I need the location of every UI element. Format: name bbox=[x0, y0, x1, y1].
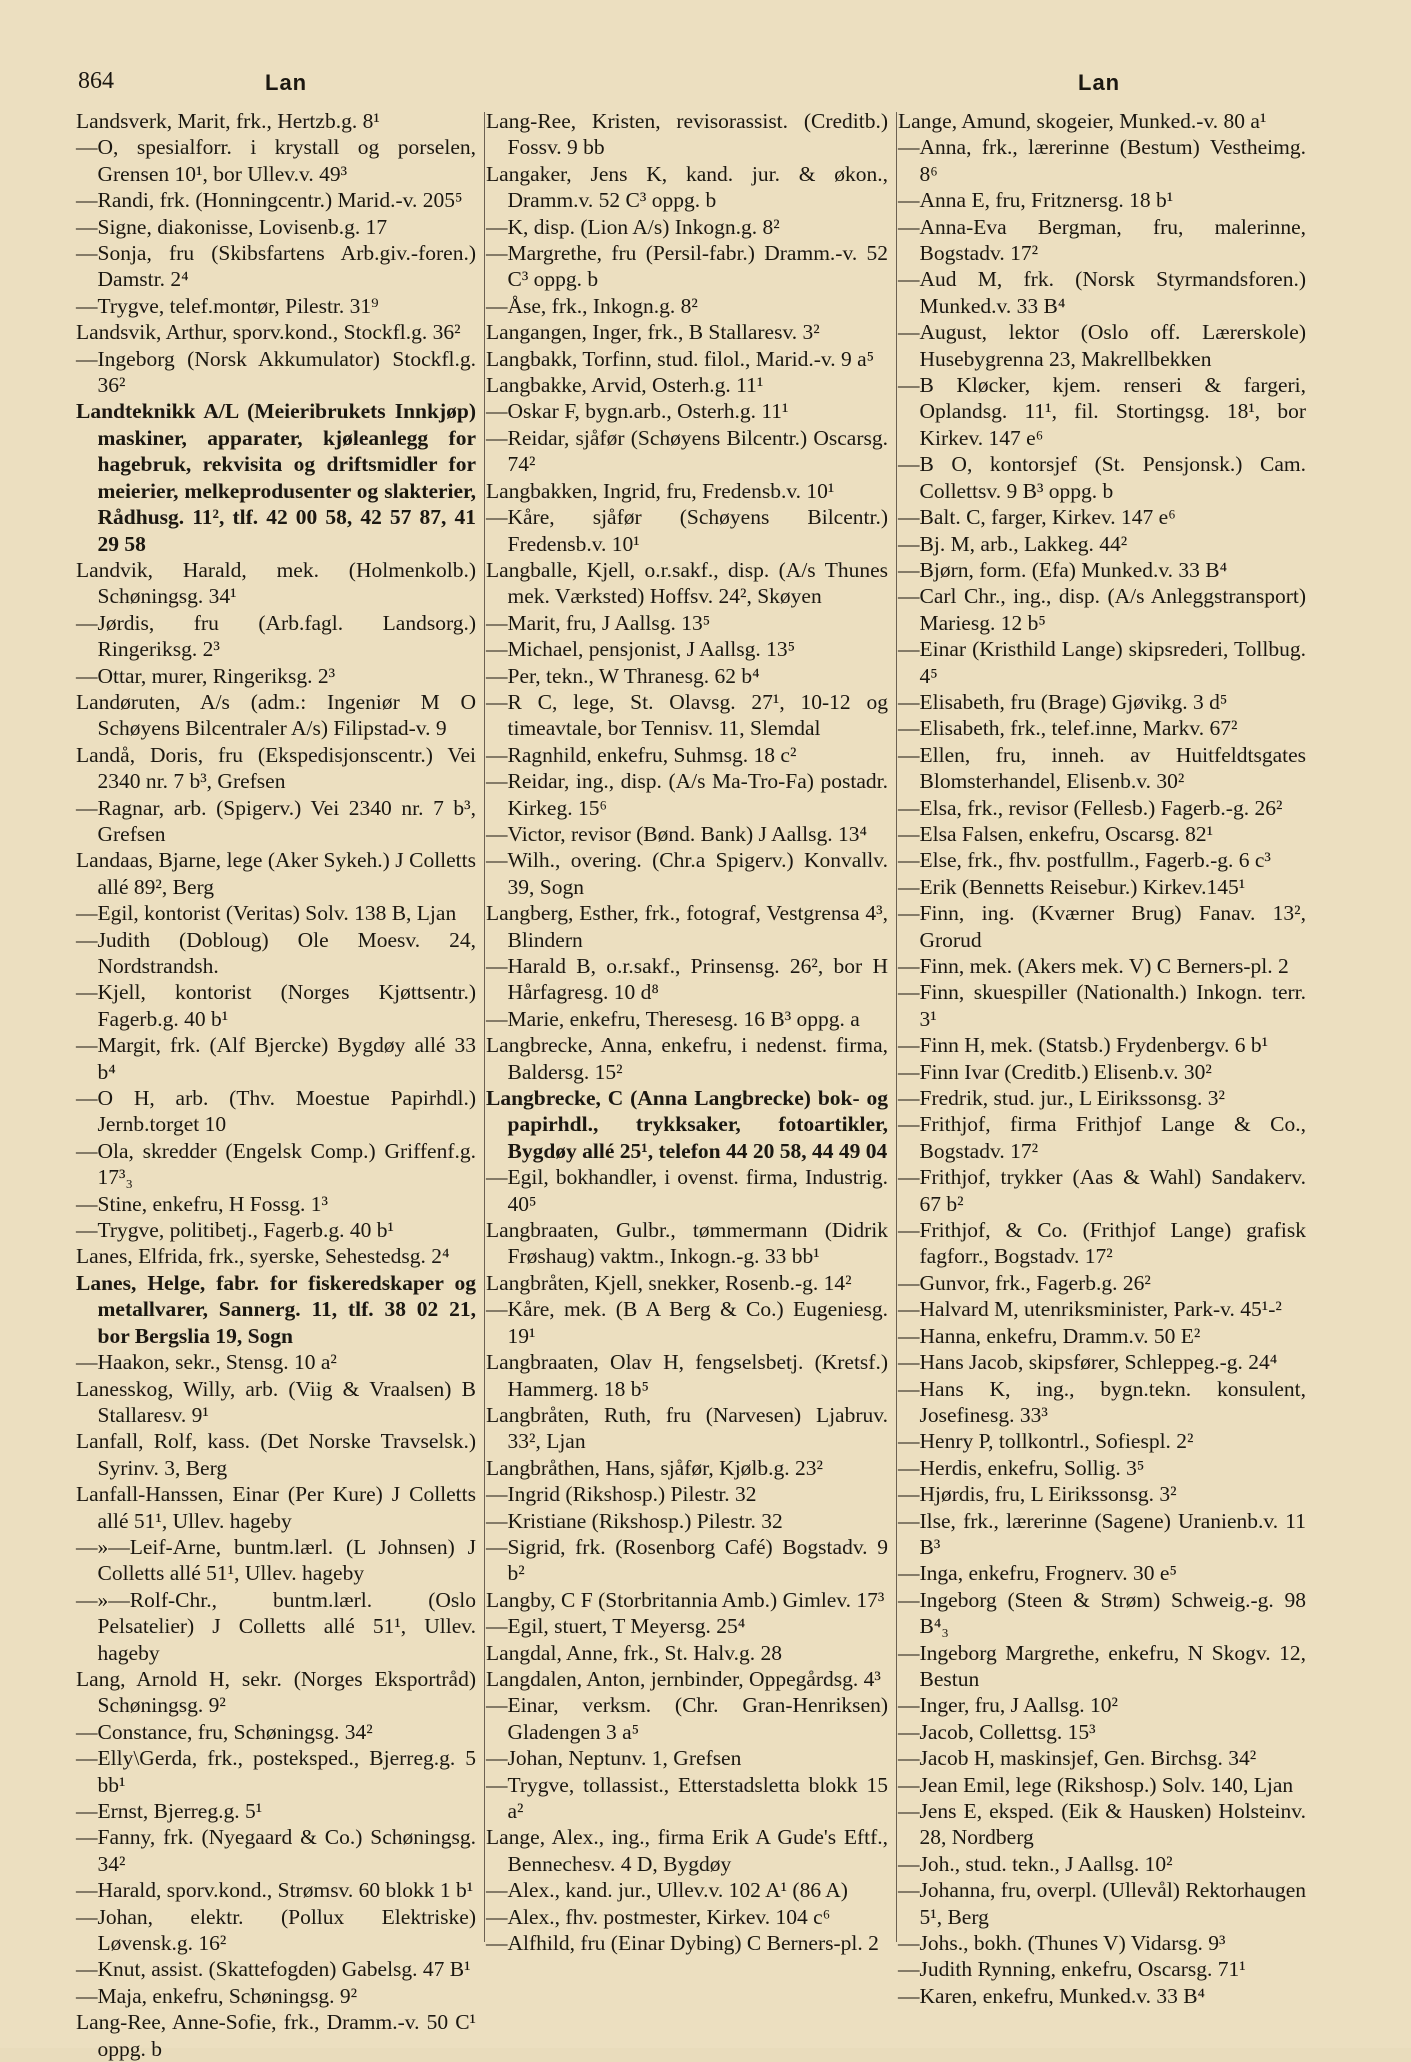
directory-entry: —Signe, diakonisse, Lovisenb.g. 17 bbox=[76, 214, 388, 239]
directory-entry: —»—Leif-Arne, buntm.lærl. (L Johnsen) J Colletts allé 51¹, Ullev. hageby bbox=[76, 1534, 476, 1586]
directory-entry: Langaker, Jens K, kand. jur. & økon., Dramm.v. 52 C³ oppg. b bbox=[486, 161, 888, 213]
directory-entry: —Frithjof, trykker (Aas & Wahl) Sandakerv. 67 b² bbox=[898, 1165, 1306, 1216]
directory-entry: —Sigrid, frk. (Rosenborg Café) Bogstadv. 9 b² bbox=[486, 1534, 888, 1586]
directory-entry: —Marie, enkefru, Theresesg. 16 B³ oppg. a bbox=[486, 1006, 860, 1031]
directory-entry: Langbråten, Ruth, fru (Narvesen) Ljabruv. 33², Ljan bbox=[486, 1402, 888, 1454]
directory-entry: Landsverk, Marit, frk., Hertzb.g. 8¹ bbox=[76, 109, 380, 133]
directory-entry: —Gunvor, frk., Fagerb.g. 26² bbox=[898, 1270, 1151, 1295]
directory-entry: —Elisabeth, fru (Brage) Gjøvikg. 3 d⁵ bbox=[898, 689, 1228, 714]
directory-entry: Langbakke, Arvid, Osterh.g. 11¹ bbox=[486, 373, 764, 398]
directory-entry: —Aud M, frk. (Norsk Styrmandsforen.) Munked.v. 33 B⁴ bbox=[898, 267, 1306, 318]
directory-entry: —R C, lege, St. Olavsg. 27¹, 10-12 og timeavtale, bor Tennisv. 11, Slemdal bbox=[486, 689, 888, 741]
directory-entry: —Henry P, tollkontrl., Sofiespl. 2² bbox=[898, 1429, 1194, 1454]
directory-entry: —Ingeborg (Norsk Akkumulator) Stockfl.g. 36² bbox=[76, 346, 476, 398]
directory-entry: —Fredrik, stud. jur., L Eirikssonsg. 3² bbox=[898, 1086, 1225, 1111]
directory-entry: Lanes, Helge, fabr. for fiskeredskaper og metallvarer, Sannerg. 11, tlf. 38 02 21, bor Bergslia 19, Sogn bbox=[76, 1270, 476, 1348]
directory-entry: Landå, Doris, fru (Ekspedisjonscentr.) Vei 2340 nr. 7 b³, Grefsen bbox=[76, 742, 476, 794]
directory-entry: —Hans Jacob, skipsfører, Schleppeg.-g. 24⁴ bbox=[898, 1350, 1278, 1375]
directory-entry: —Ingrid (Rikshosp.) Pilestr. 32 bbox=[486, 1482, 757, 1507]
column-divider bbox=[896, 112, 897, 1942]
directory-entry: —Per, tekn., W Thranesg. 62 b⁴ bbox=[486, 663, 760, 688]
directory-entry: Lang-Ree, Anne-Sofie, frk., Dramm.-v. 50 C¹ oppg. b bbox=[76, 2010, 476, 2061]
directory-entry: —Elsa, frk., revisor (Fellesb.) Fagerb.-g. 26² bbox=[898, 795, 1283, 820]
directory-entry: —Margit, frk. (Alf Bjercke) Bygdøy allé 33 b⁴ bbox=[76, 1033, 476, 1084]
directory-entry: —Finn, mek. (Akers mek. V) C Berners-pl. 2 bbox=[898, 954, 1289, 978]
directory-entry: —Trygve, telef.montør, Pilestr. 31⁹ bbox=[76, 293, 379, 318]
directory-column-2 bbox=[486, 108, 888, 1956]
directory-entry: —Hans K, ing., bygn.tekn. konsulent, Josefinesg. 33³ bbox=[898, 1376, 1306, 1427]
directory-entry: —Johanna, fru, overpl. (Ullevål) Rektorhaugen 5¹, Berg bbox=[898, 1878, 1306, 1929]
directory-entry: —Reidar, ing., disp. (A/s Ma-Tro-Fa) postadr. Kirkeg. 15⁶ bbox=[486, 769, 888, 820]
directory-entry: —Ragnar, arb. (Spigerv.) Vei 2340 nr. 7 b³, Grefsen bbox=[76, 795, 476, 846]
directory-entry: —K, disp. (Lion A/s) Inkogn.g. 8² bbox=[486, 214, 780, 239]
page-header bbox=[70, 62, 1330, 102]
directory-entry: —Else, frk., fhv. postfullm., Fagerb.-g. 6 c³ bbox=[898, 848, 1271, 873]
directory-entry: —Harald, sporv.kond., Strømsv. 60 blokk 1 b¹ bbox=[76, 1878, 474, 1903]
directory-entry: —O H, arb. (Thv. Moestue Papirhdl.) Jernb.torget 10 bbox=[76, 1086, 476, 1137]
directory-entry: —Jacob, Collettsg. 15³ bbox=[898, 1719, 1096, 1744]
directory-entry: Langbrecke, C (Anna Langbrecke) bok- og papirhdl., trykksaker, fotoartikler, Bygdøy allé 25¹, telefon 44 20 58, 44 49 04 bbox=[486, 1086, 888, 1163]
directory-column-3 bbox=[898, 108, 1306, 2008]
directory-entry: —Jacob H, maskinsjef, Gen. Birchsg. 34² bbox=[898, 1746, 1257, 1771]
directory-entry: —Randi, frk. (Honningcentr.) Marid.-v. 205⁵ bbox=[76, 188, 463, 213]
directory-entry: —Ilse, frk., lærerinne (Sagene) Uranienb.v. 11 B³ bbox=[898, 1508, 1306, 1559]
directory-entry: —Kjell, kontorist (Norges Kjøttsentr.) Fagerb.g. 40 b¹ bbox=[76, 980, 476, 1031]
directory-entry: —Einar, verksm. (Chr. Gran-Henriksen) Gladengen 3 a⁵ bbox=[486, 1693, 888, 1744]
directory-entry: —Inger, fru, J Aallsg. 10² bbox=[898, 1693, 1118, 1718]
directory-entry: —Victor, revisor (Bønd. Bank) J Aallsg. 13⁴ bbox=[486, 821, 867, 846]
directory-entry: Lanes, Elfrida, frk., syerske, Sehestedsg. 2⁴ bbox=[76, 1244, 450, 1269]
directory-entry: —Kåre, sjåfør (Schøyens Bilcentr.) Fredensb.v. 10¹ bbox=[486, 505, 888, 556]
directory-entry: —Einar (Kristhild Lange) skipsrederi, Tollbug. 4⁵ bbox=[898, 637, 1306, 688]
directory-entry: —Harald B, o.r.sakf., Prinsensg. 26², bor H Hårfagresg. 10 d⁸ bbox=[486, 954, 888, 1005]
directory-entry: Langballe, Kjell, o.r.sakf., disp. (A/s Thunes mek. Værksted) Hoffsv. 24², Skøyen bbox=[486, 557, 888, 609]
directory-entry: —Anna, frk., lærerinne (Bestum) Vestheimg. 8⁶ bbox=[898, 135, 1306, 186]
directory-entry: —Inga, enkefru, Frognerv. 30 e⁵ bbox=[898, 1561, 1177, 1586]
directory-entry: —»—Rolf-Chr., buntm.lærl. (Oslo Pelsatelier) J Colletts allé 51¹, Ullev. hageby bbox=[76, 1587, 476, 1665]
directory-entry: Langbråthen, Hans, sjåfør, Kjølb.g. 23² bbox=[486, 1455, 823, 1480]
directory-entry: Lang, Arnold H, sekr. (Norges Eksportråd) Schøningsg. 9² bbox=[76, 1666, 476, 1718]
directory-entry: —Jørdis, fru (Arb.fagl. Landsorg.) Ringeriksg. 2³ bbox=[76, 610, 476, 662]
directory-entry: Landteknikk A/L (Meieribrukets Innkjøp) maskiner, apparater, kjøleanlegg for hagebruk, rekvisita og driftsmidler for meierier, melkeprodusenter og slakterier, Rådhusg. 11², tlf. 42 00 58, 42 57 87, 41 29 58 bbox=[76, 399, 476, 556]
directory-entry: —Jean Emil, lege (Rikshosp.) Solv. 140, Ljan bbox=[898, 1772, 1294, 1797]
directory-entry: —Finn, skuespiller (Nationalth.) Inkogn. terr. 3¹ bbox=[898, 980, 1306, 1031]
directory-entry: —Hanna, enkefru, Dramm.v. 50 E² bbox=[898, 1323, 1201, 1348]
directory-entry: —Jens E, eksped. (Eik & Hausken) Holsteinv. 28, Nordberg bbox=[898, 1799, 1306, 1850]
directory-entry: —Elisabeth, frk., telef.inne, Markv. 67² bbox=[898, 716, 1238, 741]
directory-entry: —Sonja, fru (Skibsfartens Arb.giv.-foren.) Damstr. 2⁴ bbox=[76, 241, 476, 292]
directory-entry: —Wilh., overing. (Chr.a Spigerv.) Konvallv. 39, Sogn bbox=[486, 848, 888, 899]
directory-entry: —Elly\Gerda, frk., posteksped., Bjerreg.g. 5 bb¹ bbox=[76, 1746, 476, 1797]
directory-entry: —Ottar, murer, Ringeriksg. 2³ bbox=[76, 663, 336, 688]
directory-entry: —Egil, bokhandler, i ovenst. firma, Industrig. 40⁵ bbox=[486, 1165, 888, 1216]
directory-entry: —Judith (Dobloug) Ole Moesv. 24, Nordstrandsh. bbox=[76, 927, 476, 978]
directory-entry: Langangen, Inger, frk., B Stallaresv. 3² bbox=[486, 320, 820, 345]
directory-entry: —Finn, ing. (Kværner Brug) Fanav. 13², Grorud bbox=[898, 901, 1306, 952]
directory-entry: Langberg, Esther, frk., fotograf, Vestgrensa 4³, Blindern bbox=[486, 901, 888, 952]
directory-entry: —Stine, enkefru, H Fossg. 1³ bbox=[76, 1191, 328, 1216]
directory-entry: —Joh., stud. tekn., J Aallsg. 10² bbox=[898, 1851, 1173, 1876]
directory-entry: —Kristiane (Rikshosp.) Pilestr. 32 bbox=[486, 1508, 783, 1533]
directory-entry: Langbråten, Kjell, snekker, Rosenb.-g. 14² bbox=[486, 1270, 852, 1295]
directory-entry: Langbraaten, Olav H, fengselsbetj. (Kretsf.) Hammerg. 18 b⁵ bbox=[486, 1350, 888, 1401]
directory-entry: —B Kløcker, kjem. renseri & fargeri, Oplandsg. 11¹, fil. Stortingsg. 18¹, bor Kirkev. 147 e⁶ bbox=[898, 373, 1306, 450]
directory-entry: Lanesskog, Willy, arb. (Viig & Vraalsen) B Stallaresv. 9¹ bbox=[76, 1376, 476, 1427]
directory-entry: —Alex., fhv. postmester, Kirkev. 104 c⁶ bbox=[486, 1904, 831, 1929]
directory-entry: Langby, C F (Storbritannia Amb.) Gimlev. 17³ bbox=[486, 1587, 885, 1612]
directory-entry: —Johan, Neptunv. 1, Grefsen bbox=[486, 1746, 742, 1771]
directory-entry: —Kåre, mek. (B A Berg & Co.) Eugeniesg. 19¹ bbox=[486, 1297, 888, 1348]
directory-entry: —Oskar F, bygn.arb., Osterh.g. 11¹ bbox=[486, 399, 789, 424]
directory-entry: —Balt. C, farger, Kirkev. 147 e⁶ bbox=[898, 505, 1176, 530]
directory-entry: Landøruten, A/s (adm.: Ingeniør M O Schøyens Bilcentraler A/s) Filipstad-v. 9 bbox=[76, 689, 476, 741]
directory-entry: —Ola, skredder (Engelsk Comp.) Griffenf.g. 17³₃ bbox=[76, 1138, 476, 1190]
directory-entry: Landaas, Bjarne, lege (Aker Sykeh.) J Colletts allé 89², Berg bbox=[76, 848, 476, 899]
running-head-left: Lan bbox=[265, 70, 308, 95]
directory-entry: —Fanny, frk. (Nyegaard & Co.) Schøningsg. 34² bbox=[76, 1825, 476, 1876]
column-divider bbox=[484, 112, 485, 1942]
directory-entry: —Marit, fru, J Aallsg. 13⁵ bbox=[486, 610, 711, 635]
directory-entry: Langbraaten, Gulbr., tømmermann (Didrik Frøshaug) vaktm., Inkogn.-g. 33 bb¹ bbox=[486, 1218, 888, 1269]
directory-entry: —Margrethe, fru (Persil-fabr.) Dramm.-v. 52 C³ oppg. b bbox=[486, 241, 888, 292]
directory-entry: —Anna E, fru, Fritznersg. 18 b¹ bbox=[898, 188, 1174, 213]
directory-entry: —Johan, elektr. (Pollux Elektriske) Løvensk.g. 16² bbox=[76, 1904, 476, 1956]
directory-entry: —Ingeborg (Steen & Strøm) Schweig.-g. 98 B⁴₃ bbox=[898, 1587, 1306, 1639]
directory-entry: —Elsa Falsen, enkefru, Oscarsg. 82¹ bbox=[898, 821, 1214, 846]
directory-entry: —Trygve, tollassist., Etterstadsletta blokk 15 a² bbox=[486, 1772, 888, 1823]
directory-entry: Lanfall, Rolf, kass. (Det Norske Travselsk.) Syrinv. 3, Berg bbox=[76, 1429, 476, 1480]
directory-entry: Langdal, Anne, frk., St. Halv.g. 28 bbox=[486, 1640, 782, 1665]
directory-entry: —O, spesialforr. i krystall og porselen, Grensen 10¹, bor Ullev.v. 49³ bbox=[76, 135, 476, 186]
running-head-right: Lan bbox=[1078, 70, 1121, 95]
page-number: 864 bbox=[78, 68, 114, 94]
directory-entry: —Egil, kontorist (Veritas) Solv. 138 B, Ljan bbox=[76, 901, 457, 926]
directory-entry: —Trygve, politibetj., Fagerb.g. 40 b¹ bbox=[76, 1218, 394, 1243]
directory-entry: —Herdis, enkefru, Sollig. 3⁵ bbox=[898, 1455, 1145, 1480]
directory-entry: —Maja, enkefru, Schøningsg. 9² bbox=[76, 1983, 358, 2008]
directory-column-1 bbox=[76, 108, 476, 2061]
directory-entry: —Reidar, sjåfør (Schøyens Bilcentr.) Oscarsg. 74² bbox=[486, 425, 888, 477]
directory-entry: —Finn H, mek. (Statsb.) Frydenbergv. 6 b¹ bbox=[898, 1033, 1269, 1058]
directory-entry: Landsvik, Arthur, sporv.kond., Stockfl.g. 36² bbox=[76, 320, 461, 345]
directory-entry: —Haakon, sekr., Stensg. 10 a² bbox=[76, 1350, 337, 1375]
directory-entry: Lanfall-Hanssen, Einar (Per Kure) J Colletts allé 51¹, Ullev. hageby bbox=[76, 1482, 476, 1533]
directory-entry: —Carl Chr., ing., disp. (A/s Anleggstransport) Mariesg. 12 b⁵ bbox=[898, 584, 1306, 635]
directory-entry: —Alfhild, fru (Einar Dybing) C Berners-pl. 2 bbox=[486, 1931, 879, 1956]
directory-entry: —B O, kontorsjef (St. Pensjonsk.) Cam. Collettsv. 9 B³ oppg. b bbox=[898, 452, 1306, 503]
directory-entry: —Finn Ivar (Creditb.) Elisenb.v. 30² bbox=[898, 1059, 1212, 1084]
directory-entry: —Johs., bokh. (Thunes V) Vidarsg. 9³ bbox=[898, 1931, 1226, 1956]
directory-entry: Lange, Amund, skogeier, Munked.-v. 80 a¹ bbox=[898, 109, 1267, 133]
directory-entry: —Erik (Bennetts Reisebur.) Kirkev.145¹ bbox=[898, 874, 1246, 899]
directory-entry: —Ragnhild, enkefru, Suhmsg. 18 c² bbox=[486, 742, 797, 767]
directory-entry: —Michael, pensjonist, J Aallsg. 13⁵ bbox=[486, 637, 796, 662]
directory-entry: —Ellen, fru, inneh. av Huitfeldtsgates Blomsterhandel, Elisenb.v. 30² bbox=[898, 742, 1306, 794]
directory-entry: Langbrecke, Anna, enkefru, i nedenst. firma, Baldersg. 15² bbox=[486, 1033, 888, 1084]
directory-entry: —August, lektor (Oslo off. Lærerskole) Husebygrenna 23, Makrellbekken bbox=[898, 320, 1306, 371]
directory-entry: —Karen, enkefru, Munked.v. 33 B⁴ bbox=[898, 1983, 1206, 2008]
directory-entry: —Judith Rynning, enkefru, Oscarsg. 71¹ bbox=[898, 1957, 1246, 1982]
directory-entry: Langbakk, Torfinn, stud. filol., Marid.-v. 9 a⁵ bbox=[486, 346, 875, 371]
directory-entry: —Egil, stuert, T Meyersg. 25⁴ bbox=[486, 1614, 746, 1639]
directory-entry: —Åse, frk., Inkogn.g. 8² bbox=[486, 293, 698, 318]
directory-entry: Langdalen, Anton, jernbinder, Oppegårdsg. 4³ bbox=[486, 1666, 881, 1691]
directory-entry: —Bjørn, form. (Efa) Munked.v. 33 B⁴ bbox=[898, 557, 1228, 582]
directory-entry: —Knut, assist. (Skattefogden) Gabelsg. 47 B¹ bbox=[76, 1957, 471, 1982]
directory-entry: Lang-Ree, Kristen, revisorassist. (Creditb.) Fossv. 9 bb bbox=[486, 109, 888, 160]
directory-entry: —Anna-Eva Bergman, fru, malerinne, Bogstadv. 17² bbox=[898, 214, 1306, 266]
directory-entry: —Frithjof, & Co. (Frithjof Lange) grafisk fagforr., Bogstadv. 17² bbox=[898, 1218, 1306, 1269]
directory-entry: Langbakken, Ingrid, fru, Fredensb.v. 10¹ bbox=[486, 478, 835, 503]
directory-entry: Landvik, Harald, mek. (Holmenkolb.) Schøningsg. 34¹ bbox=[76, 557, 476, 609]
directory-entry: —Constance, fru, Schøningsg. 34² bbox=[76, 1719, 373, 1744]
directory-entry: —Ernst, Bjerreg.g. 5¹ bbox=[76, 1799, 263, 1823]
directory-entry: —Halvard M, utenriksminister, Park-v. 45¹-² bbox=[898, 1297, 1282, 1322]
directory-entry: —Frithjof, firma Frithjof Lange & Co., Bogstadv. 17² bbox=[898, 1112, 1306, 1163]
directory-entry: —Bj. M, arb., Lakkeg. 44² bbox=[898, 531, 1128, 556]
directory-entry: —Hjørdis, fru, L Eirikssonsg. 3² bbox=[898, 1482, 1177, 1507]
directory-entry: Lange, Alex., ing., firma Erik A Gude's Eftf., Bennechesv. 4 D, Bygdøy bbox=[486, 1825, 888, 1876]
directory-entry: —Ingeborg Margrethe, enkefru, N Skogv. 12, Bestun bbox=[898, 1640, 1306, 1691]
directory-entry: —Alex., kand. jur., Ullev.v. 102 A¹ (86 A) bbox=[486, 1878, 848, 1903]
